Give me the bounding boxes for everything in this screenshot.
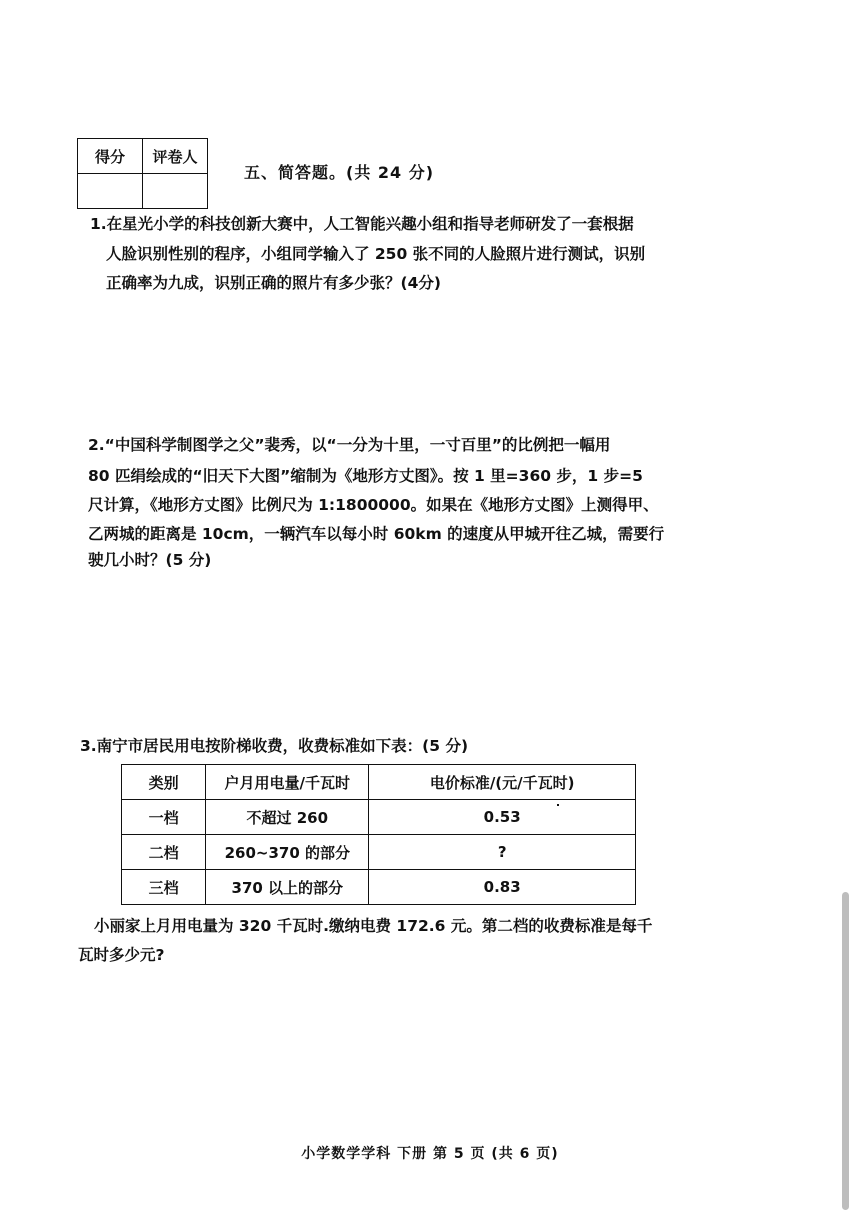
table-cell: 370 以上的部分 [206,870,369,905]
question-1-line: 1.在星光小学的科技创新大赛中，人工智能兴趣小组和指导老师研发了一套根据 [90,215,634,233]
score-label: 得分 [78,139,143,174]
question-2-line: 驶几小时？(5 分) [88,551,212,569]
question-2-line: 80 匹绢绘成的“旧天下大图”缩制为《地形方丈图》。按 1 里=360 步，1 步=5 [88,467,643,485]
question-2-line: 尺计算，《地形方丈图》比例尺为 1:1800000。如果在《地形方丈图》上测得甲、 [88,496,659,514]
table-cell: 0.53 [369,800,636,835]
table-cell: 0.83 [369,870,636,905]
table-cell: 二档 [122,835,206,870]
score-cell [78,174,143,209]
table-cell: ? [369,835,636,870]
table-cell: 不超过 260 [206,800,369,835]
table-header: 电价标准/(元/千瓦时) [369,765,636,800]
table-row [122,870,636,905]
question-2-line: 乙两城的距离是 10cm，一辆汽车以每小时 60km 的速度从甲城开往乙城，需要行 [88,525,665,543]
table-cell: 一档 [122,800,206,835]
score-box [77,138,208,209]
question-3-intro: 3.南宁市居民用电按阶梯收费，收费标准如下表：(5 分) [80,737,469,755]
table-header-row [122,765,636,800]
table-cell: 260~370 的部分 [206,835,369,870]
tariff-table [121,764,636,905]
question-2-line: 2.“中国科学制图学之父”裴秀，以“一分为十里，一寸百里”的比例把一幅用 [88,436,611,454]
table-row [122,835,636,870]
table-cell: 三档 [122,870,206,905]
grader-label: 评卷人 [143,139,208,174]
question-1-line: 正确率为九成，识别正确的照片有多少张？(4分) [106,274,441,292]
stray-dot [557,804,559,806]
section-title: 五、简答题。(共 24 分) [244,163,435,182]
question-3-line: 瓦时多少元? [78,946,165,964]
question-1-line: 人脸识别性别的程序，小组同学输入了 250 张不同的人脸照片进行测试，识别 [106,245,646,263]
question-3-line: 小丽家上月用电量为 320 千瓦时.缴纳电费 172.6 元。第二档的收费标准是每千 [94,917,653,935]
table-header: 类别 [122,765,206,800]
grader-cell [143,174,208,209]
table-header: 户月用电量/千瓦时 [206,765,369,800]
page-footer: 小学数学学科 下册 第 5 页 (共 6 页) [301,1146,559,1162]
vertical-scrollbar[interactable] [842,892,849,1210]
